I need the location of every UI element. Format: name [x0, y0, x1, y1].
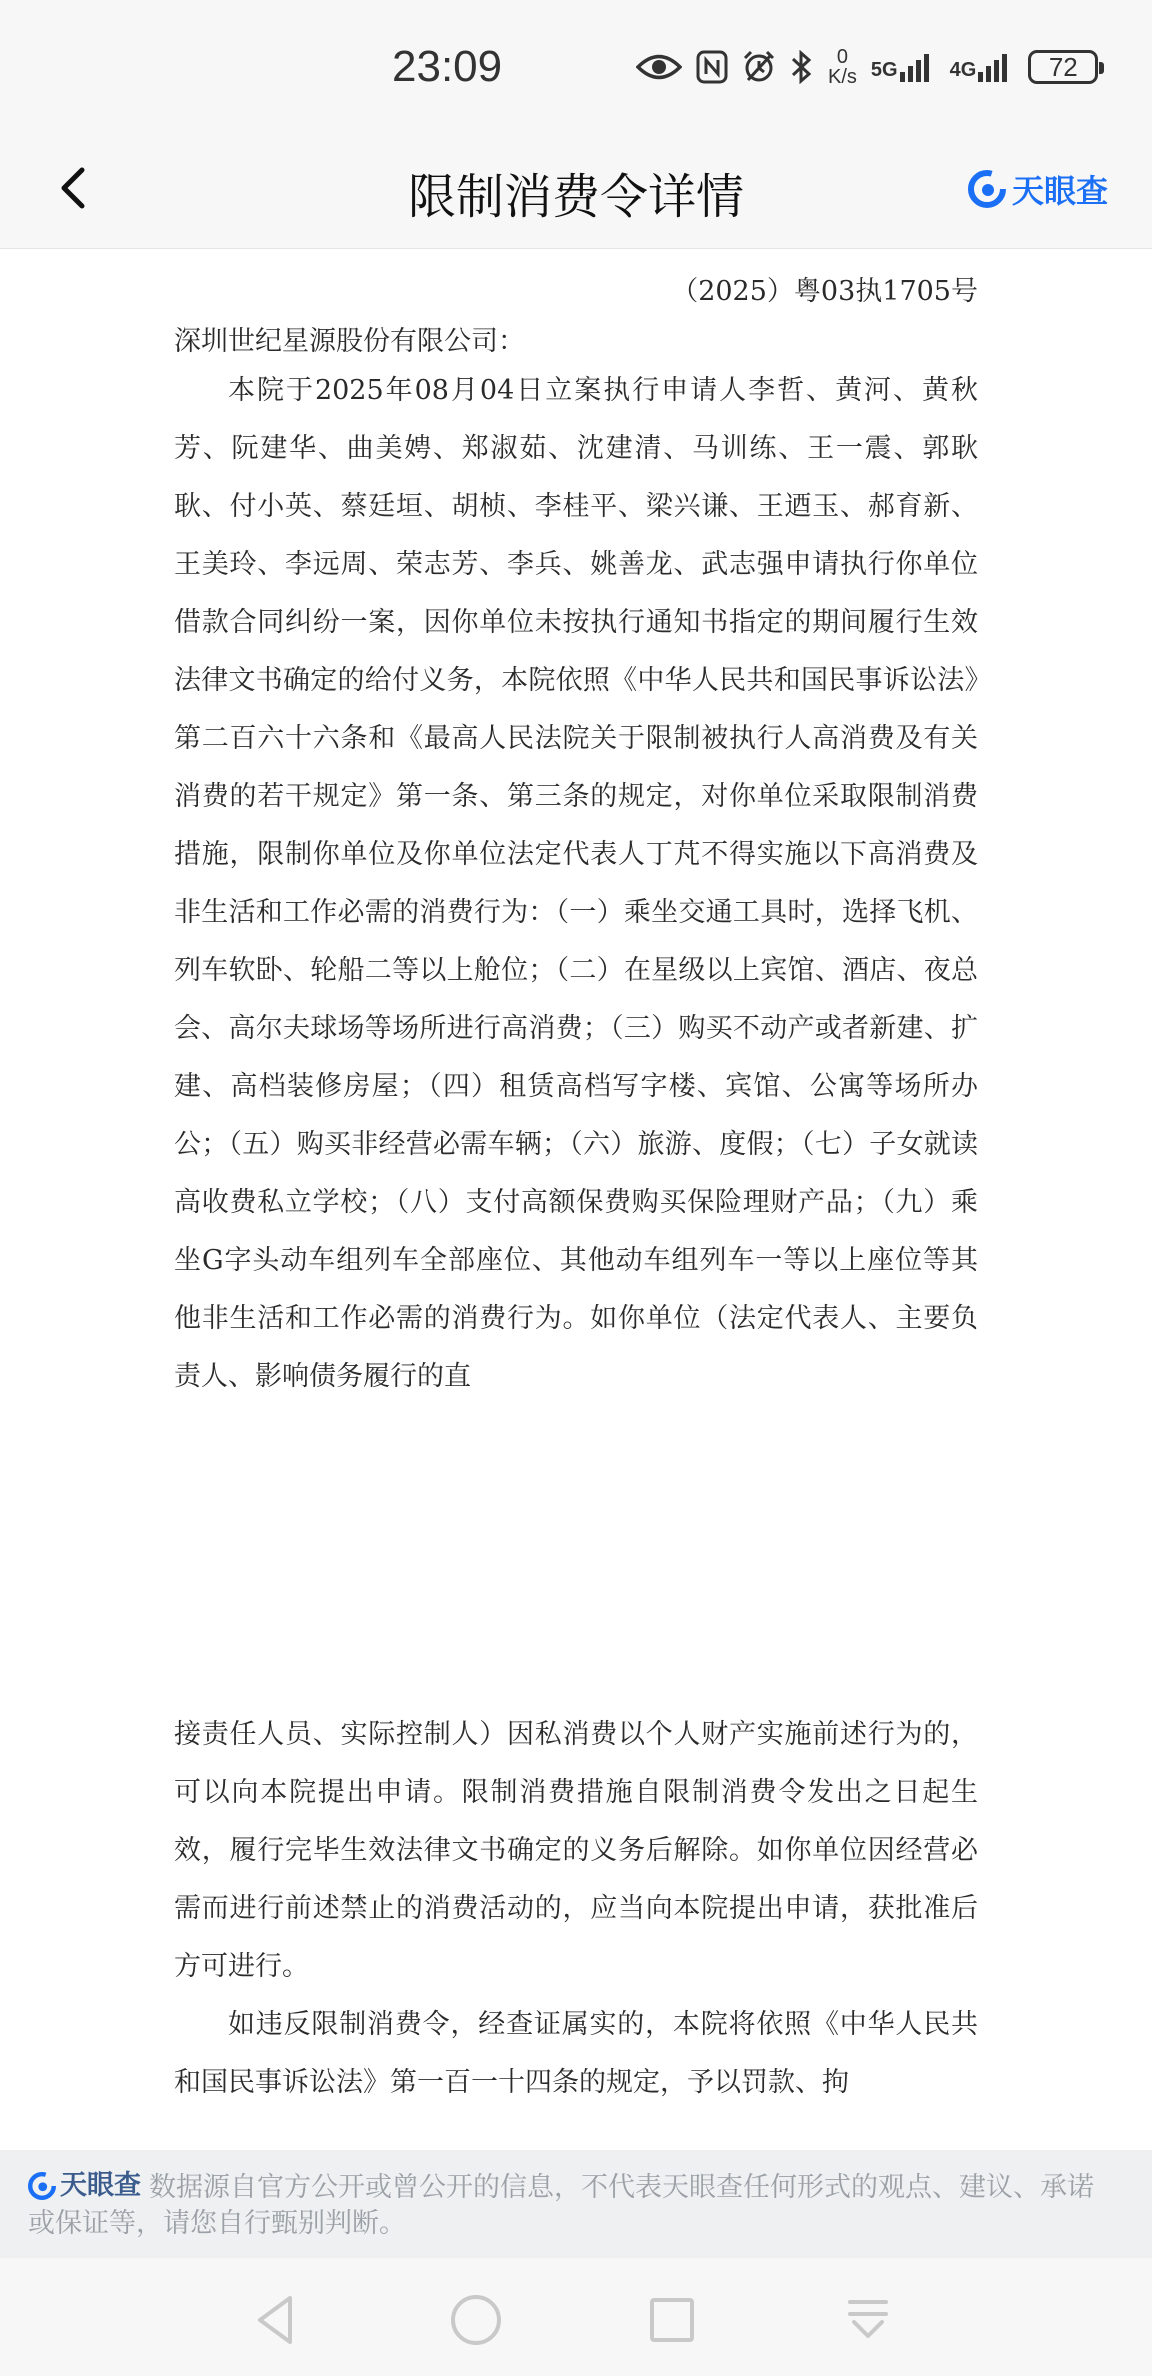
status-icons — [636, 40, 1098, 94]
battery-indicator: 72 — [1028, 50, 1098, 84]
eye-icon — [636, 52, 682, 82]
tianyancha-logo-icon — [968, 170, 1006, 208]
system-nav-bar — [0, 2258, 1152, 2376]
nav-home-button[interactable] — [446, 2290, 506, 2350]
document-body — [174, 272, 978, 2112]
bluetooth-icon — [790, 50, 814, 84]
nav-home-icon — [446, 2290, 506, 2350]
signal-4g-icon: 4G — [950, 52, 1015, 82]
case-number: （2025）粤03执1705号 — [671, 276, 978, 307]
nav-back-button[interactable] — [246, 2290, 306, 2350]
status-time: 23:09 — [392, 42, 503, 91]
paragraph-1-continued: 接责任人员、实际控制人）因私消费以个人财产实施前述行为的，可以向本院提出申请。限制消费措施自限制消费令发出之日起生效，履行完毕生效法律文书确定的义务后解除。如你单位因经营必需而进行前述禁止的消费活动的，应当向本院提出申请，获批准后方可进行。 — [174, 1719, 978, 1982]
disclaimer-text: 数据源自官方公开或曾公开的信息，不代表天眼查任何形式的观点、建议、承诺或保证等，请您自行甄别判断。 — [28, 2172, 1094, 2239]
page-title: 限制消费令详情 — [407, 169, 744, 225]
app-header — [0, 130, 1152, 249]
signal-5g-icon: 5G — [871, 52, 936, 82]
alarm-icon — [742, 50, 776, 84]
recipient: 深圳世纪星源股份有限公司： — [174, 326, 525, 357]
brand-logo[interactable]: 天眼查 — [968, 166, 1108, 212]
nav-recents-button[interactable] — [642, 2290, 702, 2350]
disclaimer-bar — [0, 2150, 1152, 2258]
net-speed: 0 K/s — [828, 46, 857, 88]
nav-menu-icon — [838, 2290, 898, 2350]
page-break — [174, 1406, 978, 1706]
tianyancha-logo-icon — [28, 2172, 56, 2200]
nav-menu-button[interactable] — [838, 2290, 898, 2350]
paragraph-1: 本院于2025年08月04日立案执行申请人李哲、黄河、黄秋芳、阮建华、曲美娉、郑淑茹、沈建清、马训练、王一震、郭耿耿、付小英、蔡廷垣、胡桢、李桂平、梁兴谦、王迺玉、郝育新、王美玲、李远周、荣志芳、李兵、姚善龙、武志强申请执行你单位借款合同纠纷一案，因你单位未按执行通知书指定的期间履行生效法律文书确定的给付义务，本院依照《中华人民共和国民事诉讼法》第二百六十六条和《最高人民法院关于限制被执行人高消费及有关消费的若干规定》第一条、第三条的规定，对你单位采取限制消费措施，限制你单位及你单位法定代表人丁芃不得实施以下高消费及非生活和工作必需的消费行为：（一）乘坐交通工具时，选择飞机、列车软卧、轮船二等以上舱位；（二）在星级以上宾馆、酒店、夜总会、高尔夫球场等场所进行高消费；（三）购买不动产或者新建、扩建、高档装修房屋；（四）租赁高档写字楼、宾馆、公寓等场所办公；（五）购买非经营必需车辆；（六）旅游、度假；（七）子女就读高收费私立学校；（八）支付高额保费购买保险理财产品；（九）乘坐G字头动车组列车全部座位、其他动车组列车一等以上座位等其他非生活和工作必需的消费行为。如你单位（法定代表人、主要负责人、影响债务履行的直 — [174, 375, 978, 1392]
nfc-icon — [696, 50, 728, 84]
status-bar — [0, 0, 1152, 130]
nav-back-icon — [246, 2290, 306, 2350]
nav-recents-icon — [642, 2290, 702, 2350]
paragraph-2: 如违反限制消费令，经查证属实的，本院将依照《中华人民共和国民事诉讼法》第一百一十四条的规定，予以罚款、拘 — [174, 2009, 978, 2098]
disclaimer-brand: 天眼查 — [28, 2168, 141, 2204]
